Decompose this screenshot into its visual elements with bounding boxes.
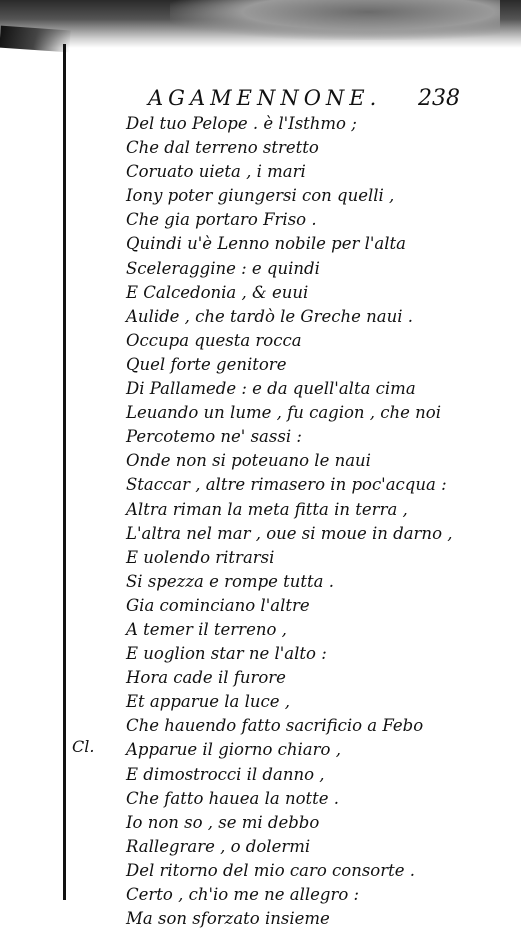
- verse-line: Apparue il giorno chiaro ,: [126, 740, 341, 760]
- page-number: 238: [418, 86, 460, 111]
- verse-line: Et apparue la luce ,: [126, 692, 291, 712]
- verse-line: Ma son sforzato insieme: [126, 909, 330, 929]
- verse-line: Io non so , se mi debbo: [126, 812, 320, 832]
- verse-text: [126, 112, 453, 931]
- verse-line: Sceleraggine : e quindi: [126, 258, 320, 278]
- verse-line: E dimostrocci il danno ,: [126, 764, 325, 784]
- verse-line: Del tuo Pelope . è l'Isthmo ;: [126, 114, 357, 133]
- verse-line: E uoglion star ne l'alto :: [126, 644, 327, 664]
- verse-line: Onde non si poteuano le naui: [126, 451, 371, 471]
- book-spine-edge: [0, 26, 71, 53]
- verse-line: Che gia portaro Friso .: [126, 210, 317, 230]
- verse-line: Occupa questa rocca: [126, 330, 302, 350]
- speaker-label: Cl.: [72, 737, 95, 756]
- verse-line: Quel forte genitore: [126, 354, 287, 374]
- verse-line: Percotemo ne' sassi :: [126, 427, 302, 447]
- scan-blot: [170, 0, 500, 40]
- page-gutter-edge: [63, 44, 66, 900]
- verse-line: Hora cade il furore: [126, 668, 286, 688]
- verse-line: Di Pallamede : e da quell'alta cima: [126, 379, 416, 399]
- verse-line: Leuando un lume , fu cagion , che noi: [126, 403, 442, 423]
- verse-line: Che hauendo fatto sacrificio a Febo: [126, 716, 424, 736]
- verse-line: E Calcedonia , & euui: [126, 282, 309, 302]
- verse-line: Rallegrare , o dolermi: [126, 836, 311, 856]
- verse-line: L'altra nel mar , oue si moue in darno ,: [126, 523, 453, 543]
- verse-line: Certo , ch'io me ne allegro :: [126, 885, 360, 904]
- verse-line: Si spezza e rompe tutta .: [126, 571, 334, 591]
- verse-line: Iony poter giungersi con quelli ,: [126, 186, 395, 206]
- running-head: AGAMENNONE.: [148, 86, 382, 110]
- verse-line: Staccar , altre rimasero in poc'acqua :: [126, 475, 447, 495]
- verse-line: Gia cominciano l'altre: [126, 595, 310, 615]
- verse-line: E uolendo ritrarsi: [126, 547, 275, 567]
- verse-line: Quindi u'è Lenno nobile per l'alta: [126, 234, 407, 254]
- verse-line: Del ritorno del mio caro consorte .: [126, 860, 416, 880]
- verse-line: Altra riman la meta fitta in terra ,: [126, 499, 408, 519]
- verse-line: Aulide , che tardò le Greche naui .: [126, 306, 413, 326]
- verse-line: Coruato uieta , i mari: [126, 162, 306, 182]
- verse-line: Che dal terreno stretto: [126, 138, 319, 158]
- verse-line: A temer il terreno ,: [126, 619, 287, 639]
- scan-top-shadow: [0, 0, 521, 48]
- verse-line: Che fatto hauea la notte .: [126, 788, 340, 808]
